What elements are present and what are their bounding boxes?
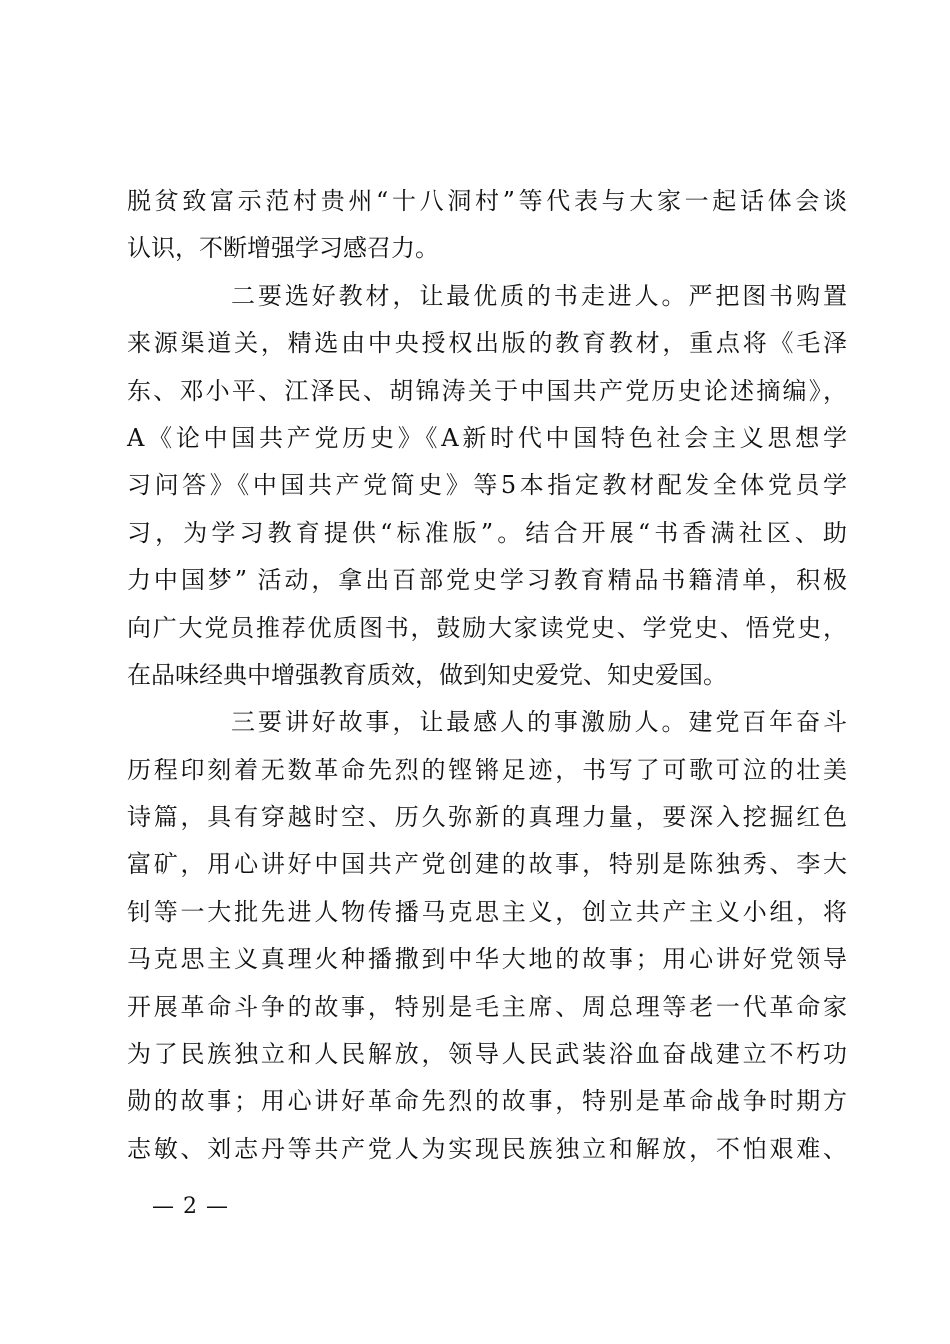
- text-line: 在品味经典中增强教育质效，做到知史爱党、知史爱国。: [127, 660, 727, 689]
- text-line: 志敏、刘志丹等共产党人为实现民族独立和解放，不怕艰难、: [127, 1134, 847, 1163]
- text-line: 勋的故事；用心讲好革命先烈的故事，特别是革命战争时期方: [127, 1087, 847, 1116]
- text-line: 向广大党员推荐优质图书，鼓励大家读党史、学党史、悟党史，: [127, 613, 847, 642]
- page-number: — 2 —: [152, 1194, 229, 1219]
- text-line: 钊等一大批先进人物传播马克思主义，创立共产主义小组，将: [127, 897, 847, 926]
- text-line: A《论中国共产党历史》《A新时代中国特色社会主义思想学: [127, 423, 847, 452]
- text-line: 习问答》《中国共产党简史》等5本指定教材配发全体党员学: [127, 471, 847, 500]
- paragraph-start-line: 三要讲好故事，让最感人的事激励人。建党百年奋斗: [231, 708, 847, 737]
- text-line: 富矿，用心讲好中国共产党创建的故事，特别是陈独秀、李大: [127, 850, 847, 879]
- text-line: 马克思主义真理火种播撒到中华大地的故事；用心讲好党领导: [127, 945, 847, 974]
- text-line: 认识，不断增强学习感召力。: [127, 234, 439, 263]
- text-line: 东、邓小平、江泽民、胡锦涛关于中国共产党历史论述摘编》，: [127, 376, 847, 405]
- body-text: [127, 178, 847, 1173]
- text-line: 为了民族独立和人民解放，领导人民武装浴血奋战建立不朽功: [127, 1040, 847, 1069]
- text-line: 习，为学习教育提供“标准版”。结合开展“书香满社区、助: [127, 518, 847, 547]
- text-line: 来源渠道关，精选由中央授权出版的教育教材，重点将《毛泽: [127, 329, 847, 358]
- paragraph-start-line: 二要选好教材，让最优质的书走进人。严把图书购置: [231, 281, 847, 310]
- text-line: 诗篇，具有穿越时空、历久弥新的真理力量，要深入挖掘红色: [127, 803, 847, 832]
- text-line: 开展革命斗争的故事，特别是毛主席、周总理等老一代革命家: [127, 992, 847, 1021]
- text-line: 脱贫致富示范村贵州“十八洞村”等代表与大家一起话体会谈: [127, 187, 847, 215]
- text-line: 力中国梦” 活动，拿出百部党史学习教育精品书籍清单，积极: [127, 566, 847, 595]
- text-line: 历程印刻着无数革命先烈的铿锵足迹，书写了可歌可泣的壮美: [127, 755, 847, 784]
